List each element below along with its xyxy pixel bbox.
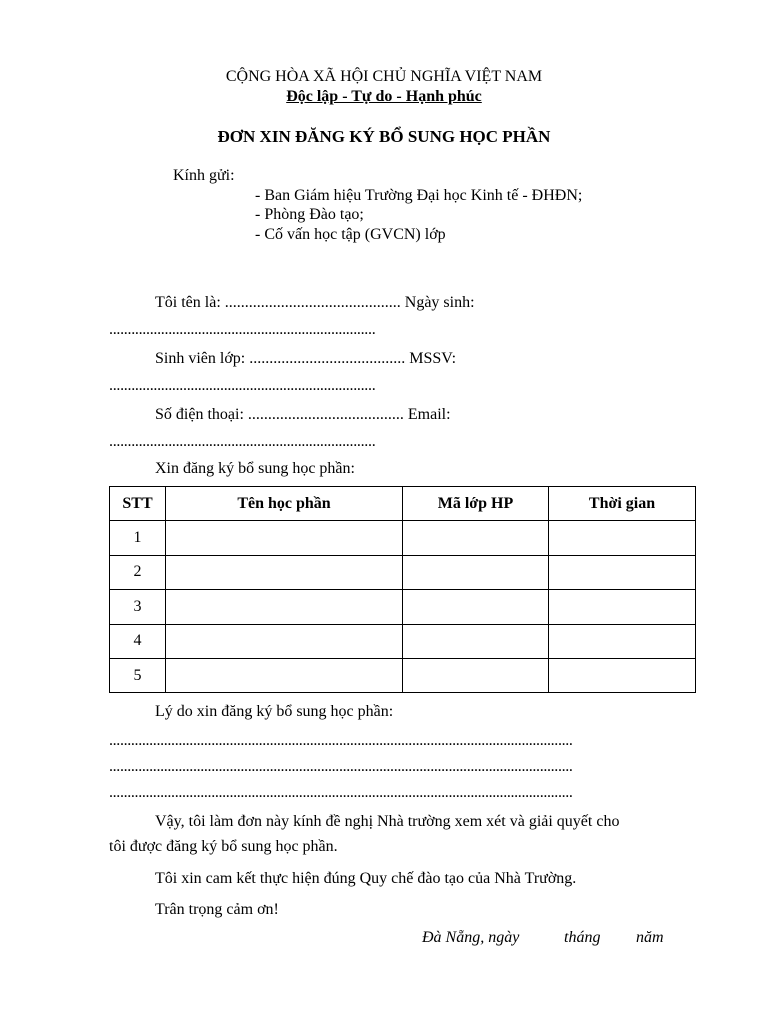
column-header-course-name: Tên học phần (166, 487, 403, 521)
table-row (110, 658, 696, 692)
time-cell (549, 521, 696, 555)
table-header-row (110, 487, 696, 521)
class-field-continuation: ........................................................................ (109, 377, 376, 394)
commitment-text: Tôi xin cam kết thực hiện đúng Quy chế đào tạo của Nhà Trường. (155, 870, 577, 887)
date-year: năm (636, 929, 664, 946)
time-cell (549, 624, 696, 658)
course-name-cell (166, 624, 403, 658)
class-code-cell (403, 590, 549, 624)
thanks-text: Trân trọng cảm ơn! (155, 901, 279, 918)
class-code-cell (403, 521, 549, 555)
nation-header: CỘNG HÒA XÃ HỘI CHỦ NGHĨA VIỆT NAM (225, 68, 543, 85)
addressee-line: - Cố vấn học tập (GVCN) lớp (255, 226, 446, 243)
class-code-cell (403, 624, 549, 658)
table-intro: Xin đăng ký bổ sung học phần: (155, 460, 355, 477)
row-number: 4 (110, 624, 166, 658)
date-month: tháng (564, 929, 601, 946)
class-code-cell (403, 658, 549, 692)
request-text-continuation: tôi được đăng ký bổ sung học phần. (109, 838, 338, 855)
course-name-cell (166, 521, 403, 555)
addressee-line: - Ban Giám hiệu Trường Đại học Kinh tế - ĐHĐN; (255, 187, 583, 204)
name-field-continuation: ........................................................................ (109, 321, 376, 338)
row-number: 1 (110, 521, 166, 555)
addressee-line: - Phòng Đào tạo; (255, 206, 364, 223)
reason-label: Lý do xin đăng ký bổ sung học phần: (155, 703, 394, 720)
class-field: Sinh viên lớp: ....................................... MSSV: (155, 350, 457, 367)
row-number: 3 (110, 590, 166, 624)
reason-line: ............................................................................................................................... (109, 732, 573, 749)
class-code-cell (403, 555, 549, 589)
table-row (110, 555, 696, 589)
column-header-class-code: Mã lớp HP (403, 487, 549, 521)
phone-field: Số điện thoại: ....................................... Email: (155, 406, 451, 423)
row-number: 5 (110, 658, 166, 692)
motto: Độc lập - Tự do - Hạnh phúc (286, 88, 482, 105)
addressee-label: Kính gửi: (173, 167, 235, 184)
column-header-time: Thời gian (549, 487, 696, 521)
time-cell (549, 658, 696, 692)
row-number: 2 (110, 555, 166, 589)
course-name-cell (166, 658, 403, 692)
table-row (110, 624, 696, 658)
phone-field-continuation: ........................................................................ (109, 433, 376, 450)
column-header-stt: STT (110, 487, 166, 521)
course-name-cell (166, 555, 403, 589)
time-cell (549, 555, 696, 589)
request-text: Vậy, tôi làm đơn này kính đề nghị Nhà trường xem xét và giải quyết cho (155, 813, 620, 830)
page-title: ĐƠN XIN ĐĂNG KÝ BỔ SUNG HỌC PHẦN (217, 127, 551, 146)
time-cell (549, 590, 696, 624)
name-field: Tôi tên là: ............................................ Ngày sinh: (155, 294, 475, 311)
table-row (110, 590, 696, 624)
date-place: Đà Nẵng, ngày (422, 929, 520, 946)
table-row (110, 521, 696, 555)
reason-line: ............................................................................................................................... (109, 758, 573, 775)
course-name-cell (166, 590, 403, 624)
course-registration-table (109, 486, 696, 693)
reason-line: ............................................................................................................................... (109, 784, 573, 801)
